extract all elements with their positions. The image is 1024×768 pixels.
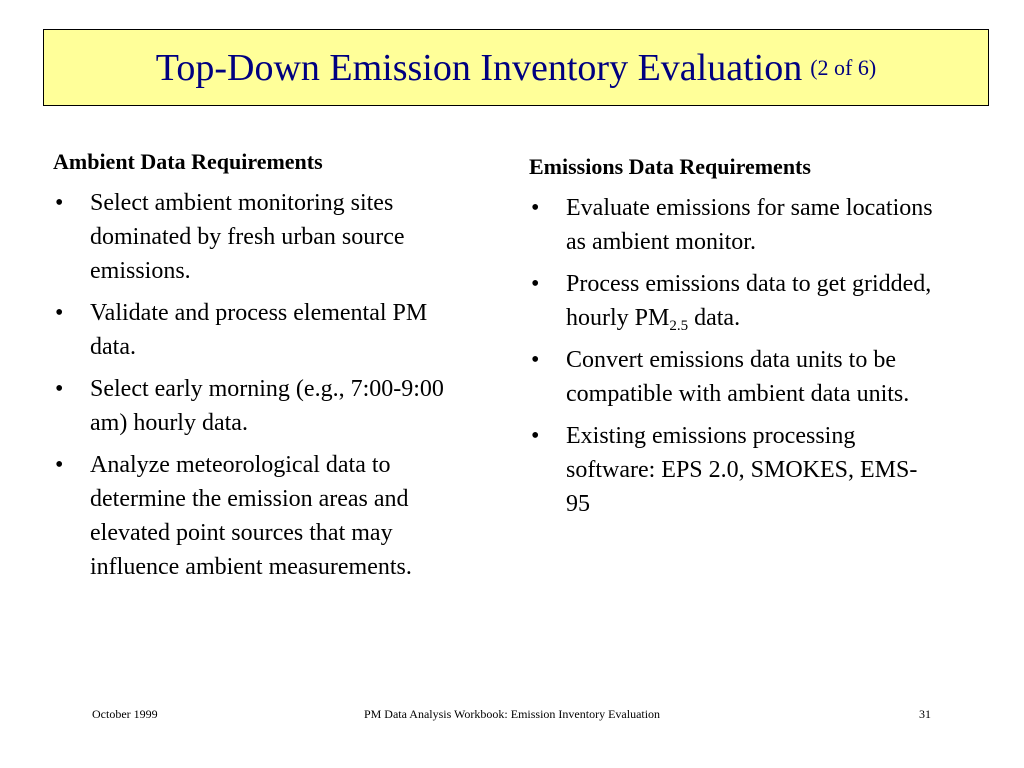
list-item-text: Select ambient monitoring sites dominated by fresh urban source emissions. xyxy=(90,190,405,284)
list-item-text: Select early morning (e.g., 7:00-9:00 am) hourly data. xyxy=(90,376,444,436)
footer-date: October 1999 xyxy=(92,707,158,721)
title-box xyxy=(43,29,989,106)
list-item xyxy=(53,296,458,364)
ambient-requirements-heading: Ambient Data Requirements xyxy=(53,149,323,174)
emissions-requirements-heading: Emissions Data Requirements xyxy=(529,154,811,179)
ambient-requirements-list xyxy=(53,186,458,584)
bullet-icon: • xyxy=(55,452,64,478)
list-item-text: Validate and process elemental PM data. xyxy=(90,300,428,360)
bullet-icon: • xyxy=(531,347,540,373)
ambient-requirements-column xyxy=(53,146,458,592)
list-item-text: Existing emissions processing software: EPS 2.0, SMOKES, EMS-95 xyxy=(566,423,918,517)
list-item-text xyxy=(566,267,939,335)
list-item xyxy=(529,267,939,335)
list-item xyxy=(53,186,458,288)
slide-title: Top-Down Emission Inventory Evaluation xyxy=(155,46,803,89)
pm-subscript: 2.5 xyxy=(669,318,689,334)
bullet-icon: • xyxy=(55,300,64,326)
slide-title-page-indicator: (2 of 6) xyxy=(810,54,877,80)
footer-page-number: 31 xyxy=(919,707,931,721)
bullet-icon: • xyxy=(531,423,540,449)
list-item-text-prefix: Process emissions data to get gridded, hourly PM xyxy=(566,271,932,331)
list-item xyxy=(529,419,939,521)
bullet-icon: • xyxy=(55,190,64,216)
list-item-text: Evaluate emissions for same locations as ambient monitor. xyxy=(566,195,933,255)
list-item xyxy=(529,343,939,411)
footer-workbook-title: PM Data Analysis Workbook: Emission Inventory Evaluation xyxy=(363,707,661,721)
bullet-icon: • xyxy=(55,376,64,402)
emissions-requirements-list xyxy=(529,191,939,521)
list-item-text-suffix: data. xyxy=(688,305,741,331)
list-item-text: Convert emissions data units to be compatible with ambient data units. xyxy=(566,347,910,407)
list-item xyxy=(53,448,458,584)
emissions-requirements-column xyxy=(529,151,939,529)
bullet-icon: • xyxy=(531,195,540,221)
bullet-icon: • xyxy=(531,271,540,297)
list-item xyxy=(53,372,458,440)
list-item-text: Analyze meteorological data to determine the emission areas and elevated point sources that may influence ambient measurements. xyxy=(90,452,412,580)
list-item xyxy=(529,191,939,259)
